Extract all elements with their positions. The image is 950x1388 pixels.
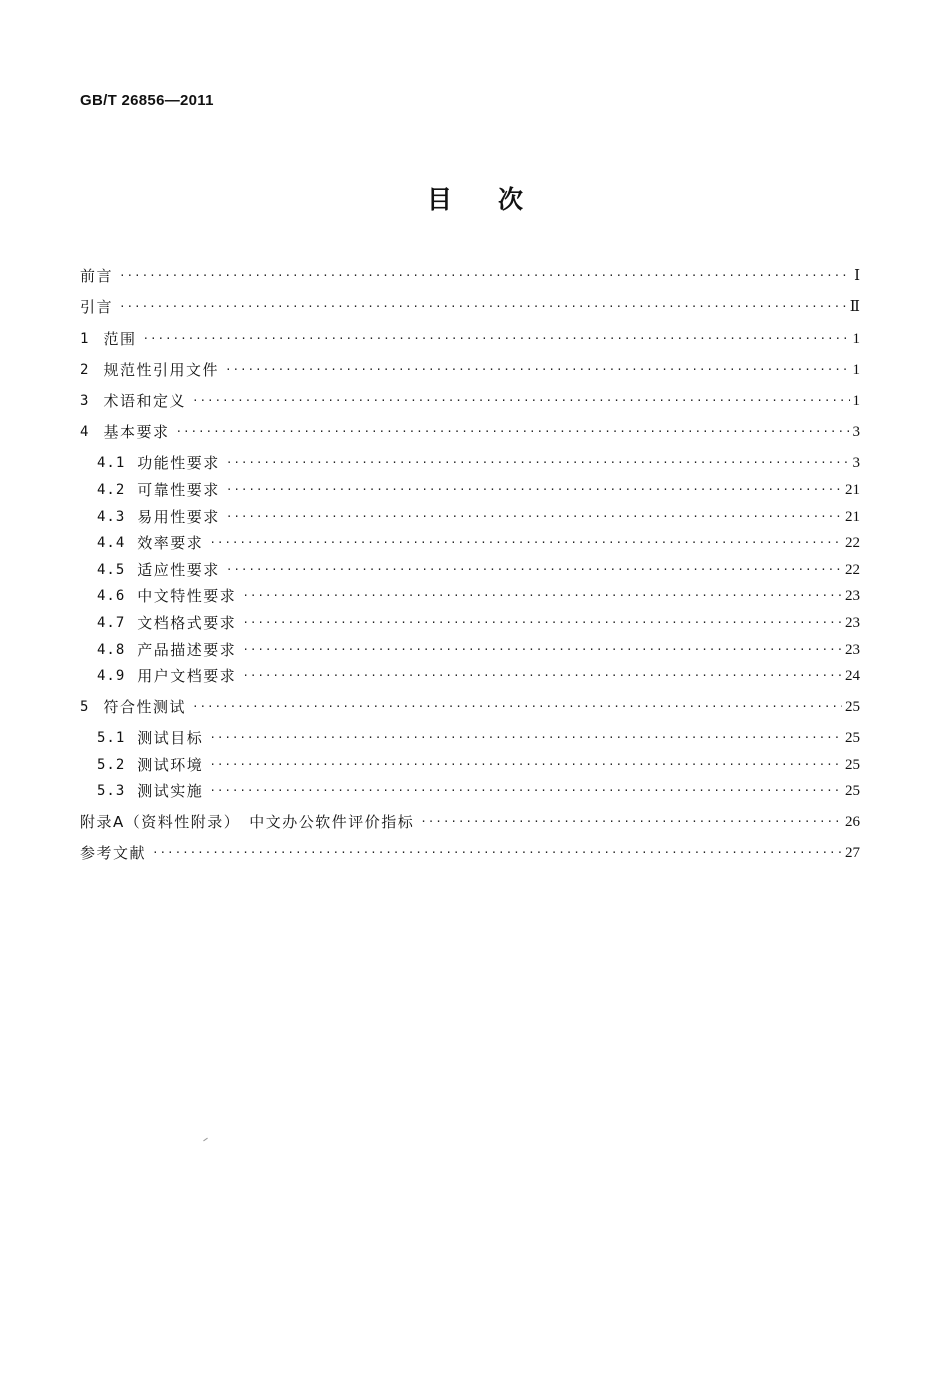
page-title: 目次 (426, 185, 569, 214)
toc-entry-page: 1 (852, 393, 860, 409)
toc-entry-page: 27 (845, 845, 860, 861)
toc-entry-page: 24 (845, 668, 860, 684)
toc-entry-page: 21 (845, 482, 860, 498)
toc-entry-label: 范围 (103, 330, 137, 348)
toc-entry-page: 3 (852, 455, 860, 471)
toc-entry-label: 产品描述要求 (137, 641, 237, 659)
toc-entry-label: 易用性要求 (137, 508, 220, 526)
toc-entry-label: 引言 (80, 298, 114, 316)
toc-entry-page: 25 (845, 699, 860, 715)
toc-entry-number: 5.2 (97, 757, 126, 773)
toc-leader-dots (226, 560, 842, 580)
toc-entry-5-3[interactable] (97, 777, 860, 801)
toc-entry-5[interactable] (80, 693, 860, 717)
toc-entry-label: 规范性引用文件 (103, 361, 219, 379)
toc-entry-number: 3 (80, 393, 90, 409)
toc-entry-number: 4.7 (97, 615, 126, 631)
toc-leader-dots (242, 640, 842, 660)
toc-entry-1[interactable] (80, 325, 860, 349)
toc-leader-dots (119, 297, 847, 317)
toc-entry-number: 4.3 (97, 509, 126, 525)
toc-entry-introduction[interactable] (80, 293, 860, 317)
toc-leader-dots (242, 586, 842, 606)
toc-entry-label: 适应性要求 (137, 561, 220, 579)
toc-entry-number: 4.5 (97, 562, 126, 578)
toc-entry-page: 25 (845, 757, 860, 773)
toc-entry-page: 23 (845, 615, 860, 631)
toc-entry-number: 1 (80, 331, 90, 347)
toc-entry-page: 21 (845, 509, 860, 525)
toc-entry-label: 附录A（资料性附录） 中文办公软件评价指标 (80, 813, 415, 831)
toc-leader-dots (152, 843, 842, 863)
toc-entry-5-1[interactable] (97, 724, 860, 748)
toc-entry-label: 测试环境 (137, 756, 204, 774)
toc-entry-label: 功能性要求 (137, 454, 220, 472)
toc-entry-number: 5.3 (97, 783, 126, 799)
toc-entry-number: 2 (80, 362, 90, 378)
toc-leader-dots (242, 613, 842, 633)
toc-entry-4[interactable] (80, 418, 860, 442)
toc-entry-4-8[interactable] (97, 636, 860, 660)
toc-entry-foreword[interactable] (80, 262, 860, 286)
toc-entry-number: 5 (80, 699, 90, 715)
toc-leader-dots (420, 812, 842, 832)
toc-entry-4-4[interactable] (97, 529, 860, 553)
toc-entry-4-3[interactable] (97, 503, 860, 527)
toc-leader-dots (226, 453, 850, 473)
toc-leader-dots (192, 697, 842, 717)
toc-entry-label: 中文特性要求 (137, 587, 237, 605)
toc-leader-dots (225, 360, 850, 380)
toc-entry-label: 可靠性要求 (137, 481, 220, 499)
toc-leader-dots (226, 507, 842, 527)
toc-entry-number: 4 (80, 424, 90, 440)
toc-entry-page: 23 (845, 588, 860, 604)
toc-entry-4-9[interactable] (97, 662, 860, 686)
document-code: GB/T 26856—2011 (80, 92, 214, 109)
toc-entry-appendix-a[interactable] (80, 808, 860, 832)
toc-entry-label: 前言 (80, 267, 114, 285)
toc-leader-dots (142, 329, 849, 349)
toc-entry-number: 5.1 (97, 730, 126, 746)
toc-leader-dots (209, 755, 842, 775)
toc-entry-label: 基本要求 (103, 423, 170, 441)
toc-entry-page: 23 (845, 642, 860, 658)
toc-entry-label: 术语和定义 (103, 392, 186, 410)
toc-entry-label: 测试实施 (137, 782, 204, 800)
toc-entry-4-5[interactable] (97, 556, 860, 580)
toc-leader-dots (242, 666, 842, 686)
toc-entry-label: 参考文献 (80, 844, 147, 862)
toc-entry-4-6[interactable] (97, 582, 860, 606)
toc-entry-page: 25 (845, 730, 860, 746)
table-of-contents (80, 0, 860, 1388)
toc-entry-5-2[interactable] (97, 751, 860, 775)
toc-entry-label: 测试目标 (137, 729, 204, 747)
toc-entry-page: 22 (845, 535, 860, 551)
toc-entry-page: 1 (852, 331, 860, 347)
toc-entry-page: 25 (845, 783, 860, 799)
toc-leader-dots (119, 266, 851, 286)
toc-entry-label: 效率要求 (137, 534, 204, 552)
toc-entry-page: 22 (845, 562, 860, 578)
toc-entry-page: 26 (845, 814, 860, 830)
toc-entry-2[interactable] (80, 356, 860, 380)
toc-leader-dots (175, 422, 849, 442)
toc-entry-page: Ⅱ (849, 299, 860, 315)
toc-entry-page: Ⅰ (854, 268, 860, 284)
toc-entry-4-1[interactable] (97, 449, 860, 473)
toc-entry-label: 文档格式要求 (137, 614, 237, 632)
toc-entry-4-2[interactable] (97, 476, 860, 500)
toc-leader-dots (209, 728, 842, 748)
toc-entry-number: 4.4 (97, 535, 126, 551)
toc-entry-3[interactable] (80, 387, 860, 411)
toc-entry-4-7[interactable] (97, 609, 860, 633)
toc-entry-number: 4.9 (97, 668, 126, 684)
toc-entry-page: 1 (852, 362, 860, 378)
toc-leader-dots (209, 781, 842, 801)
toc-entry-label: 用户文档要求 (137, 667, 237, 685)
toc-leader-dots (226, 480, 842, 500)
toc-leader-dots (209, 533, 842, 553)
toc-entry-number: 4.8 (97, 642, 126, 658)
toc-entry-number: 4.2 (97, 482, 126, 498)
toc-leader-dots (192, 391, 850, 411)
toc-entry-label: 符合性测试 (103, 698, 186, 716)
toc-entry-number: 4.1 (97, 455, 126, 471)
toc-entry-page: 3 (852, 424, 860, 440)
toc-entry-bibliography[interactable] (80, 839, 860, 863)
toc-entry-number: 4.6 (97, 588, 126, 604)
